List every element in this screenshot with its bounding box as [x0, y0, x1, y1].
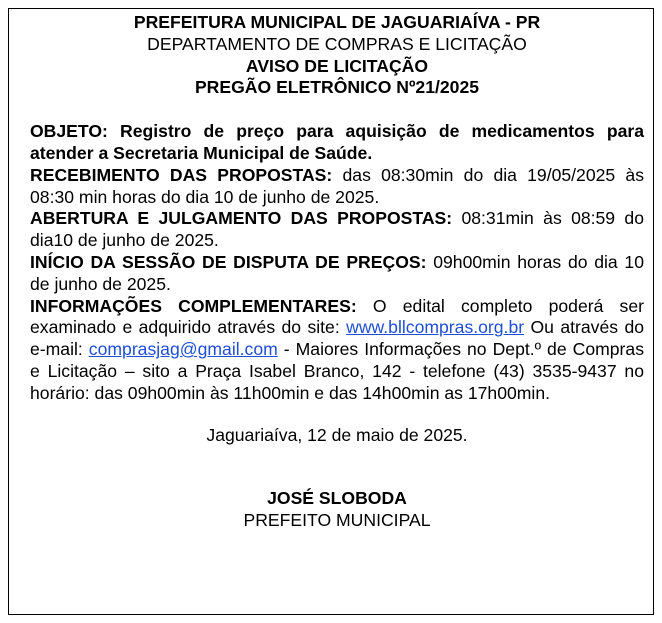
info-label: INFORMAÇÕES COMPLEMENTARES:	[30, 295, 357, 316]
header-department: DEPARTAMENTO DE COMPRAS E LICITAÇÃO	[147, 33, 527, 54]
objeto-text: Registro de preço para aquisição de medicamentos para atender a Secretaria Municipal de Saúde.	[30, 121, 644, 163]
paragraph-informacoes	[30, 296, 644, 405]
recebimento-label: RECEBIMENTO DAS PROPOSTAS:	[30, 164, 333, 185]
info-text-1: O edital completo poderá ser examinado e adquirido através do site:	[30, 295, 644, 338]
header-auction-number: PREGÃO ELETRÔNICO Nº21/2025	[194, 77, 480, 98]
paragraph-abertura	[30, 208, 644, 252]
site-link[interactable]: www.bllcompras.org.br	[346, 317, 525, 338]
paragraph-inicio	[30, 252, 644, 296]
header-municipality: PREFEITURA MUNICIPAL DE JAGUARIAÍVA - PR	[133, 12, 541, 32]
inicio-text: 09h00min horas do dia 10 de junho de 2025.	[30, 251, 645, 294]
inicio-label: INÍCIO DA SESSÃO DE DISPUTA DE PREÇOS:	[30, 251, 427, 272]
notice-content	[30, 12, 644, 532]
date-line: Jaguariaíva, 12 de maio de 2025.	[206, 424, 468, 445]
abertura-text: 08:31min às 08:59 do dia10 de junho de 2025.	[30, 208, 644, 251]
info-text-3: - Maiores Informações no Dept.º de Compras e Licitação – sito a Praça Isabel Branco, 142 - telefone (43) 3535-9437 no horário: das 09h00min às 11h00min e das 14h00min as 17h00min.	[30, 339, 644, 403]
header-notice-type: AVISO DE LICITAÇÃO	[245, 55, 429, 76]
spacer	[30, 446, 644, 488]
signer-name: JOSÉ SLOBODA	[267, 488, 407, 509]
info-text-2: Ou através do e-mail:	[30, 317, 645, 360]
paragraph-recebimento	[30, 165, 644, 209]
paragraph-objeto	[30, 121, 644, 165]
recebimento-text: das 08:30min do dia 19/05/2025 às 08:30 min horas do dia 10 de junho de 2025.	[30, 164, 644, 207]
abertura-label: ABERTURA E JULGAMENTO DAS PROPOSTAS:	[30, 208, 453, 229]
signer-title: PREFEITO MUNICIPAL	[243, 510, 431, 531]
spacer	[30, 99, 644, 121]
objeto-label: OBJETO:	[30, 121, 108, 142]
email-link[interactable]: comprasjag@gmail.com	[88, 339, 278, 360]
